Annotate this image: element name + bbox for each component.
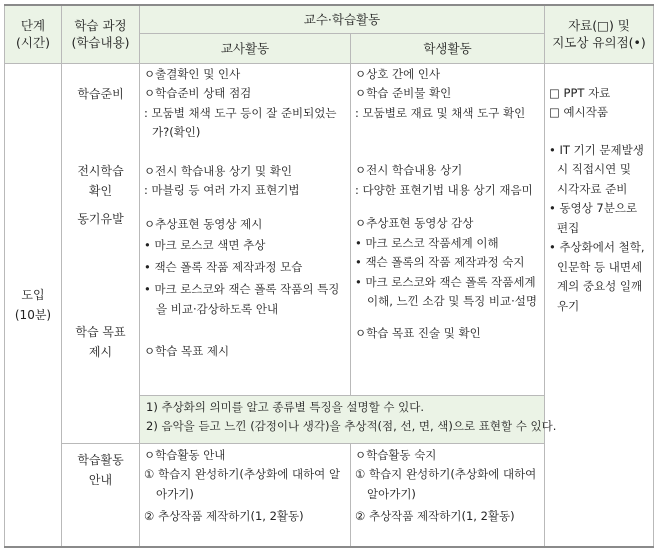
resource-item: □ PPT 자료 (549, 85, 611, 100)
learning-goal-2: 2) 음악을 듣고 느낀 (감정이나 생각)을 추상적(점, 선, 면, 색)으로 표현할 수 있다. (146, 419, 557, 433)
header-stage-time: (시간) (16, 35, 50, 51)
process-goal-2: 제시 (88, 344, 113, 359)
header-resources-label: 자료(□) 및 (568, 18, 630, 34)
process-cell (62, 63, 140, 443)
phase-name: 도입 (21, 287, 45, 302)
teacher-line: : 모둠별 채색 도구 등이 잘 준비되었는 (144, 105, 337, 120)
guidance-item: 시 직접시연 및 (557, 162, 631, 176)
student-line: ㅇ학습 준비물 확인 (355, 86, 452, 100)
header-student: 학생활동 (351, 33, 545, 63)
teacher-line: ㅇ출결확인 및 인사 (144, 66, 241, 81)
teacher-line: 을 비교·감상하도록 안내 (156, 302, 279, 316)
teacher-line: • 마크 로스코와 잭슨 폴록 작품의 특징 (144, 282, 340, 296)
student-line: ㅇ전시 학습내용 상기 (355, 163, 463, 177)
teacher-line: : 마블링 등 여러 가지 표현기법 (144, 183, 300, 197)
teacher-line: ㅇ추상표현 동영상 제시 (144, 216, 263, 231)
header-guidance-label: 지도상 유의점(•) (552, 35, 646, 51)
process-motivation: 동기유발 (77, 211, 124, 226)
process-guide-1: 학습활동 (77, 452, 124, 467)
student-line: ① 학습지 완성하기(추상화에 대하여 (355, 467, 537, 481)
learning-goal-1: 1) 추상화의 의미를 알고 종류별 특징을 설명할 수 있다. (146, 399, 424, 414)
process-prep: 학습준비 (77, 86, 124, 101)
guidance-item: 편집 (557, 220, 580, 235)
student-line: : 모둠별로 재료 및 채색 도구 확인 (355, 105, 526, 120)
guidance-item: • IT 기기 문제발생 (549, 142, 644, 157)
teacher-line: ① 학습지 완성하기(추상화에 대하여 알 (144, 467, 341, 481)
resource-item: □ 예시작품 (549, 105, 608, 119)
guidance-item: 계의 중요성 일깨 (557, 279, 643, 293)
process-review-1: 전시학습 (77, 163, 124, 178)
phase-time: (10분) (14, 307, 52, 322)
header-stage (5, 5, 62, 63)
student-line: • 마크 로스코 작품세계 이해 (355, 235, 499, 250)
teacher-guide (140, 443, 351, 547)
header-process-label: 학습 과정 (74, 18, 127, 34)
student-activities (351, 63, 545, 395)
teacher-line: 가?(확인) (152, 125, 201, 139)
lesson-plan-table (4, 4, 654, 548)
teacher-line: 아가기) (156, 486, 194, 501)
student-line: ② 추상작품 제작하기(1, 2활동) (355, 509, 515, 523)
teacher-line: ② 추상작품 제작하기(1, 2활동) (144, 509, 304, 523)
guidance-item: 인문학 등 내면세 (557, 259, 643, 274)
process-goal-1: 학습 목표 (75, 324, 126, 339)
resources-cell (545, 63, 654, 547)
student-line: ㅇ추상표현 동영상 감상 (355, 216, 474, 230)
student-line: • 마크 로스코와 잭슨 폴록 작품세계 (355, 274, 536, 289)
learning-goals-box (140, 395, 557, 443)
guidance-item: 우기 (557, 298, 580, 313)
header-teacher: 교사활동 (140, 33, 351, 63)
teacher-line: ㅇ학습활동 안내 (144, 447, 226, 462)
phase-cell (5, 63, 62, 547)
process-review-2: 확인 (88, 183, 113, 198)
process-guide-2: 안내 (88, 472, 113, 487)
teacher-line: ㅇ학습준비 상태 점검 (144, 86, 252, 100)
header-process (62, 5, 140, 63)
teacher-line: ㅇ전시 학습내용 상기 및 확인 (144, 163, 292, 178)
process-activity-guide (62, 443, 140, 547)
guidance-item: 시각자료 준비 (557, 181, 628, 196)
student-guide (351, 443, 545, 547)
student-line: 알아가기) (367, 486, 416, 501)
student-line: ㅇ상호 간에 인사 (355, 66, 441, 81)
guidance-item: • 추상화에서 철학, (549, 240, 645, 254)
teacher-line: • 마크 로스코 색면 추상 (144, 238, 266, 252)
header-stage-label: 단계 (20, 18, 46, 34)
teacher-activities (140, 63, 351, 395)
header-process-content: (학습내용) (71, 35, 130, 51)
student-line: 이해, 느낀 소감 및 특징 비교·설명 (367, 294, 538, 308)
student-line: ㅇ학습활동 숙지 (355, 447, 437, 462)
guidance-item: • 동영상 7분으로 (549, 201, 638, 215)
header-resources (545, 5, 654, 63)
teacher-line: • 잭슨 폴록 작품 제작과정 모습 (144, 260, 303, 274)
header-activities: 교수·학습활동 (140, 5, 545, 33)
student-line: ㅇ학습 목표 진술 및 확인 (355, 325, 481, 340)
student-line: : 다양한 표현기법 내용 상기 재음미 (355, 182, 533, 197)
student-line: • 잭슨 폴록의 작품 제작과정 숙지 (355, 255, 525, 269)
teacher-line: ㅇ학습 목표 제시 (144, 343, 230, 358)
